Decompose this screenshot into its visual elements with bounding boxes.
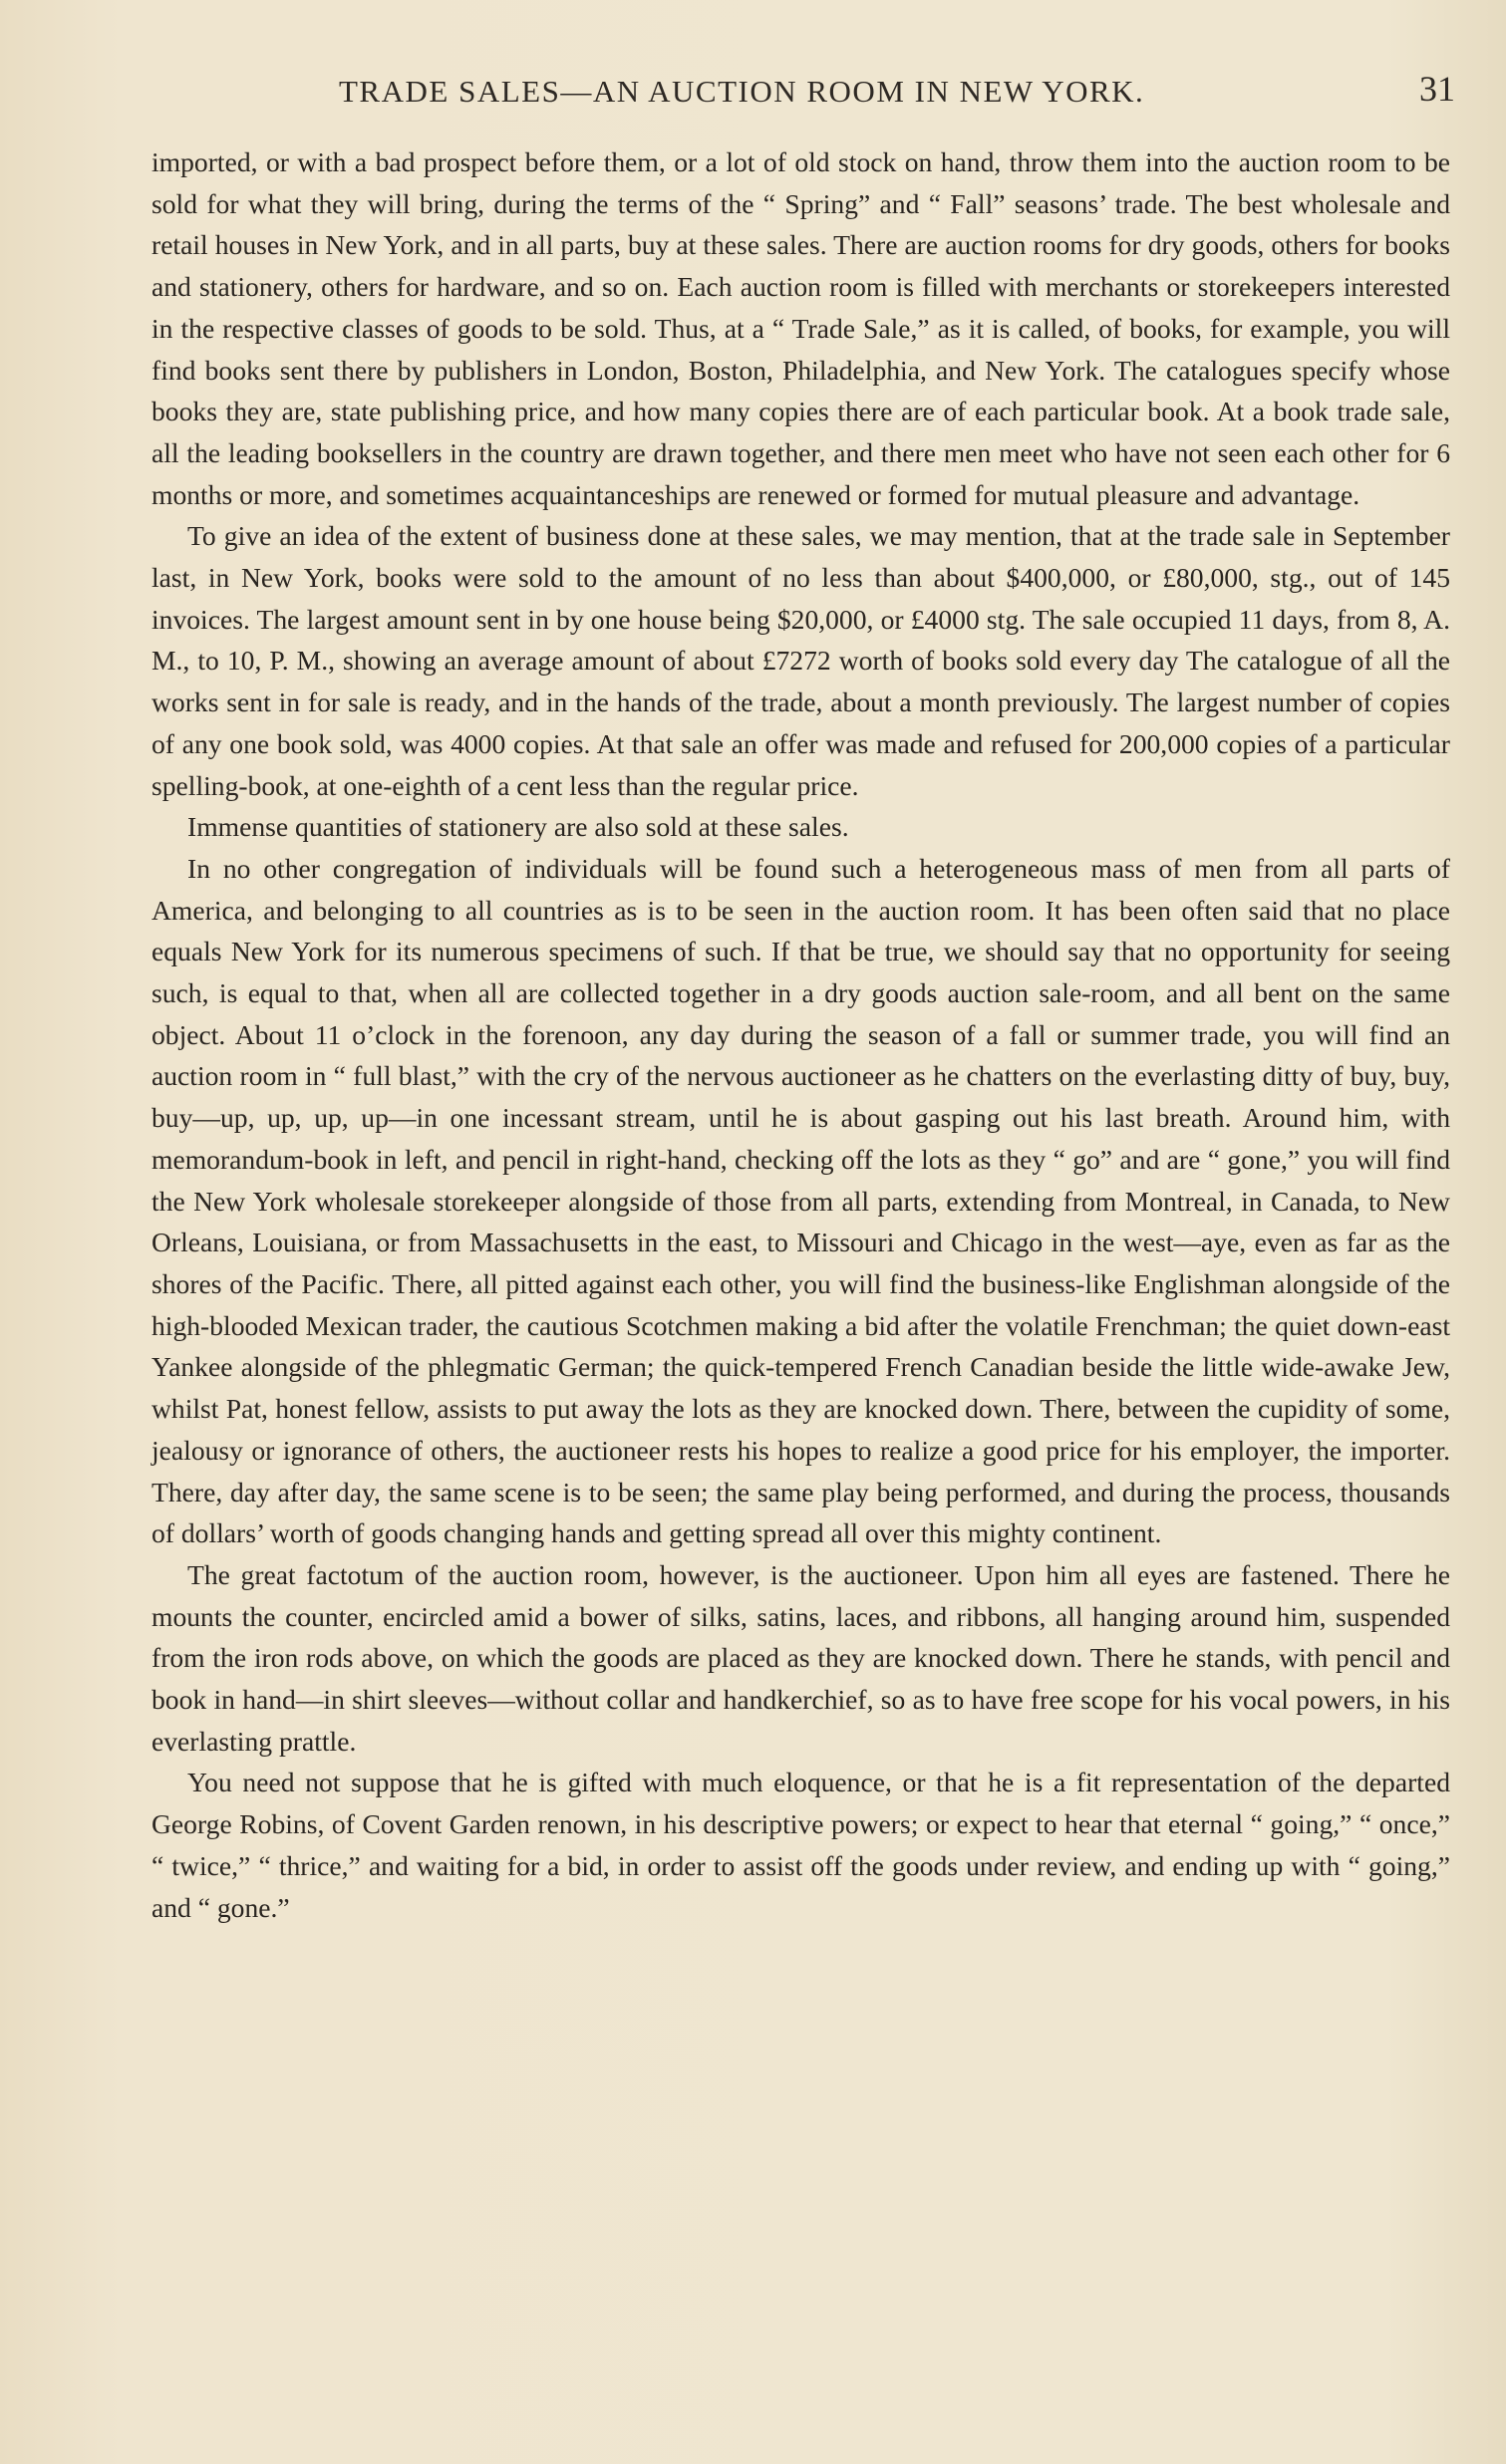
paragraph-auctioneer: The great factotum of the auction room, however, is the auctioneer. Upon him all eyes are fastened. There he mounts the counter, encircled amid a bower of silks, satins, laces, and ribbons, all hanging around him, suspended from the iron rods above, on which the goods are placed as they are knocked down. There he stands, with pencil and book in hand—in shirt sleeves—without collar and handkerchief, so as to have free scope for his vocal powers, in his everlasting prattle.: [151, 1558, 1450, 1757]
paragraph-stationery: Immense quantities of stationery are also sold at these sales.: [187, 811, 849, 843]
body-text: [151, 141, 1450, 1928]
paragraph-continuation: imported, or with a bad prospect before them, or a lot of old stock on hand, throw them into the auction room to be sold for what they will bring, during the terms of the “ Spring” and “ Fall” seasons’ trade. The best wholesale and retail houses in New York, and in all parts, buy at these sales. There are auction rooms for dry goods, others for books and stationery, others for hardware, and so on. Each auction room is filled with merchants or storekeepers interested in the respective classes of goods to be sold. Thus, at a “ Trade Sale,” as it is called, of books, for example, you will find books sent there by publishers in London, Boston, Philadelphia, and New York. The catalogues specify whose books they are, state publishing price, and how many copies there are of each particular book. At a book trade sale, all the leading booksellers in the country are drawn together, and there men meet who have not seen each other for 6 months or more, and sometimes acquaintanceships are renewed or formed for mutual pleasure and advantage.: [151, 146, 1450, 510]
page-header: [150, 68, 1455, 118]
paragraph-eloquence: You need not suppose that he is gifted with much eloquence, or that he is a fit representation of the departed George Robins, of Covent Garden renown, in his descriptive powers; or expect to hear that eternal “ going,” “ once,” “ twice,” “ thrice,” and waiting for a bid, in order to assist off the goods under review, and ending up with “ going,” and “ gone.”: [151, 1767, 1450, 1923]
paragraph-trade-sale-extent: To give an idea of the extent of business done at these sales, we may mention, that at the trade sale in September last, in New York, books were sold to the amount of no less than about $400,000, or £80,000, stg., out of 145 invoices. The largest amount sent in by one house being $20,000, or £4000 stg. The sale occupied 11 days, from 8, A. M., to 10, P. M., showing an average amount of about £7272 worth of books sold every day The catalogue of all the works sent in for sale is ready, and in the hands of the trade, about a month previously. The largest number of copies of any one book sold, was 4000 copies. At that sale an offer was made and refused for 200,000 copies of a particular spelling-book, at one-eighth of a cent less than the regular price.: [151, 520, 1450, 801]
paragraph-congregation: In no other congregation of individuals will be found such a heterogeneous mass of men from all parts of America, and belonging to all countries as is to be seen in the auction room. It has been often said that no place equals New York for its numerous specimens of such. If that be true, we should say that no opportunity for seeing such, is equal to that, when all are collected together in a dry goods auction sale-room, and all bent on the same object. About 11 o’clock in the forenoon, any day during the season of a fall or summer trade, you will find an auction room in “ full blast,” with the cry of the nervous auctioneer as he chatters on the everlasting ditty of buy, buy, buy—up, up, up, up—in one incessant stream, until he is about gasping out his last breath. Around him, with memorandum-book in left, and pencil in right-hand, checking off the lots as they “ go” and are “ gone,” you will find the New York wholesale storekeeper alongside of those from all parts, extending from Montreal, in Canada, to New Orleans, Louisiana, or from Massachusetts in the east, to Missouri and Chicago in the west—aye, even as far as the shores of the Pacific. There, all pitted against each other, you will find the business-like Englishman alongside of the high-blooded Mexican trader, the cautious Scotchmen making a bid after the volatile Frenchman; the quiet down-east Yankee alongside of the phlegmatic German; the quick-tempered French Canadian beside the little wide-awake Jew, whilst Pat, honest fellow, assists to put away the lots as they are knocked down. There, between the cupidity of some, jealousy or ignorance of others, the auctioneer rests his hopes to realize a good price for his employer, the importer. There, day after day, the same scene is to be seen; the same play being performed, and during the process, thousands of dollars’ worth of goods changing hands and getting spread all over this mighty continent.: [151, 852, 1450, 1549]
running-head: TRADE SALES—AN AUCTION ROOM IN NEW YORK.: [339, 74, 1145, 109]
page-number: 31: [1419, 69, 1455, 109]
